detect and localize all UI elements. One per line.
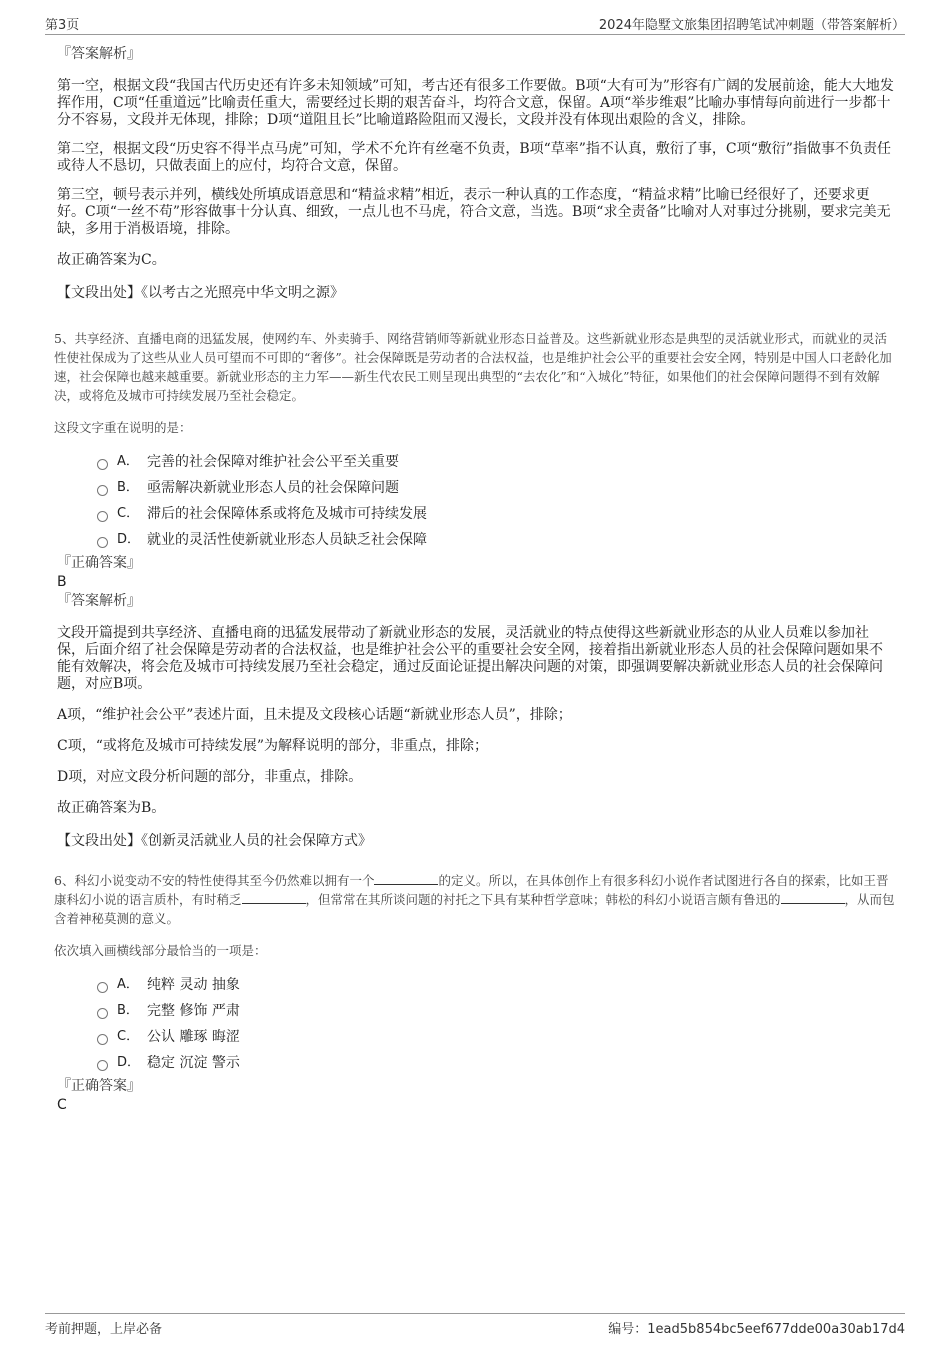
- source-label: 【文段出处】: [57, 285, 141, 301]
- document-id: 编号：1ead5b854bc5eef677dde00a30ab17d4: [608, 1322, 905, 1337]
- q5-source-title: 《创新灵活就业人员的社会保障方式》: [141, 833, 372, 849]
- page-header: [45, 12, 905, 35]
- radio-icon[interactable]: [97, 1060, 108, 1071]
- q5-prompt: 这段文字重在说明的是：: [54, 420, 192, 435]
- q5-analysis-2: A项，“维护社会公平”表述片面，且未提及文段核心话题“新就业形态人员”，排除；: [57, 707, 572, 723]
- correct-answer-label: 『正确答案』: [57, 555, 141, 571]
- q6-option-a[interactable]: A． 纯粹 灵动 抽象: [97, 972, 895, 998]
- fill-blank-2: [242, 891, 306, 904]
- radio-icon[interactable]: [97, 1034, 108, 1045]
- radio-icon[interactable]: [97, 982, 108, 993]
- q5-option-b[interactable]: B． 亟需解决新就业形态人员的社会保障问题: [97, 475, 895, 501]
- q6-option-b[interactable]: B． 完整 修饰 严肃: [97, 998, 895, 1024]
- correct-answer-label: 『正确答案』: [57, 1078, 141, 1094]
- q5-answer: B: [57, 574, 67, 590]
- radio-icon[interactable]: [97, 485, 108, 496]
- q6-options: [97, 972, 895, 1076]
- q4-source-title: 《以考古之光照亮中华文明之源》: [141, 285, 344, 301]
- q6-question: 6、科幻小说变动不安的特性使得其至今仍然难以拥有一个 的定义。所以，在具体创作上有很多科幻小说作者试图进行各自的探索，比如王晋康科幻小说的语言质朴，有时稍乏 ，但常常在其所谈问题的衬托之下具有某种哲学意味；韩松的科幻小说语言颇有鲁迅的 ，从而包含着神秘莫测的意义。: [54, 873, 895, 926]
- document-title: 2024年隐墅文旅集团招聘笔试冲刺题（带答案解析）: [598, 18, 905, 33]
- q5-option-c[interactable]: C． 滞后的社会保障体系或将危及城市可持续发展: [97, 501, 895, 527]
- q6-prompt: 依次填入画横线部分最恰当的一项是：: [54, 943, 267, 958]
- q5-option-d[interactable]: D． 就业的灵活性使新就业形态人员缺乏社会保障: [97, 527, 895, 553]
- document-body: [54, 44, 895, 1114]
- q6-answer: C: [57, 1097, 67, 1113]
- radio-icon[interactable]: [97, 511, 108, 522]
- q5-option-a[interactable]: A． 完善的社会保障对维护社会公平至关重要: [97, 449, 895, 475]
- q4-source: [57, 283, 895, 303]
- radio-icon[interactable]: [97, 1008, 108, 1019]
- page-number: 第3页: [45, 18, 80, 33]
- q5-conclusion: 故正确答案为B。: [57, 800, 166, 816]
- q4-analysis-2: 第二空，根据文段“历史容不得半点马虎”可知，学术不允许有丝毫不负责，B项“草率”指不认真，敷衍了事，C项“敷衍”指做事不负责任或待人不恳切，只做表面上的应付，均符合文意，保留。: [57, 141, 891, 174]
- q5-source: [57, 831, 895, 851]
- fill-blank-1: [374, 872, 438, 885]
- analysis-label: 『答案解析』: [57, 593, 141, 609]
- q5-question: 5、共享经济、直播电商的迅猛发展，使网约车、外卖骑手、网络营销师等新就业形态日益普及。这些新就业形态是典型的灵活就业形式，而就业的灵活性使社保成为了这些从业人员可望而不可即的“奢侈”。社会保障既是劳动者的合法权益，也是维护社会公平的重要社会安全网，特别是中国人口老龄化加速，社会保障也越来越重要。新就业形态的主力军——新生代农民工则呈现出典型的“去农化”和“入城化”特征，如果他们的社会保障问题得不到有效解决，或将危及城市可持续发展乃至社会稳定。: [54, 331, 892, 403]
- footer-slogan: 考前押题，上岸必备: [45, 1322, 163, 1337]
- q5-analysis-3: C项，“或将危及城市可持续发展”为解释说明的部分，非重点，排除；: [57, 738, 489, 754]
- q5-analysis-4: D项，对应文段分析问题的部分，非重点，排除。: [57, 769, 363, 785]
- q4-analysis-3: 第三空，顿号表示并列，横线处所填成语意思和“精益求精”相近，表示一种认真的工作态度，“精益求精”比喻已经很好了，还要求更好。C项“一丝不苟”形容做事十分认真、细致，一点儿也不马虎，符合文意，当选。B项“求全责备”比喻对人对事过分挑剔，要求完美无缺，多用于消极语境，排除。: [57, 187, 891, 237]
- page-footer: [45, 1313, 905, 1336]
- q6-option-d[interactable]: D． 稳定 沉淀 警示: [97, 1050, 895, 1076]
- q6-option-c[interactable]: C． 公认 雕琢 晦涩: [97, 1024, 895, 1050]
- q4-analysis-1: 第一空，根据文段“我国古代历史还有许多未知领域”可知，考古还有很多工作要做。B项“大有可为”形容有广阔的发展前途，能大大地发挥作用，C项“任重道远”比喻责任重大，需要经过长期的艰苦奋斗，均符合文意，保留。A项“举步维艰”比喻办事情每向前进行一步都十分不容易，文段并无体现，排除；D项“道阻且长”比喻道路险阻而又漫长，文段并没有体现出艰险的含义，排除。: [57, 78, 894, 128]
- source-label: 【文段出处】: [57, 833, 141, 849]
- q5-analysis-1: 文段开篇提到共享经济、直播电商的迅猛发展带动了新就业形态的发展，灵活就业的特点使得这些新就业形态的从业人员难以参加社保，后面介绍了社会保障是劳动者的合法权益，也是维护社会公平的重要社会安全网，接着指出新就业形态人员的社会保障问题如果不能有效解决，将会危及城市可持续发展乃至社会稳定，通过反面论证提出解决问题的对策，即强调要解决新就业形态人员的社会保障问题，对应B项。: [57, 625, 883, 692]
- q4-conclusion: 故正确答案为C。: [57, 252, 166, 268]
- q5-options: [97, 449, 895, 553]
- analysis-label: 『答案解析』: [57, 46, 141, 62]
- radio-icon[interactable]: [97, 459, 108, 470]
- radio-icon[interactable]: [97, 537, 108, 548]
- fill-blank-3: [781, 891, 845, 904]
